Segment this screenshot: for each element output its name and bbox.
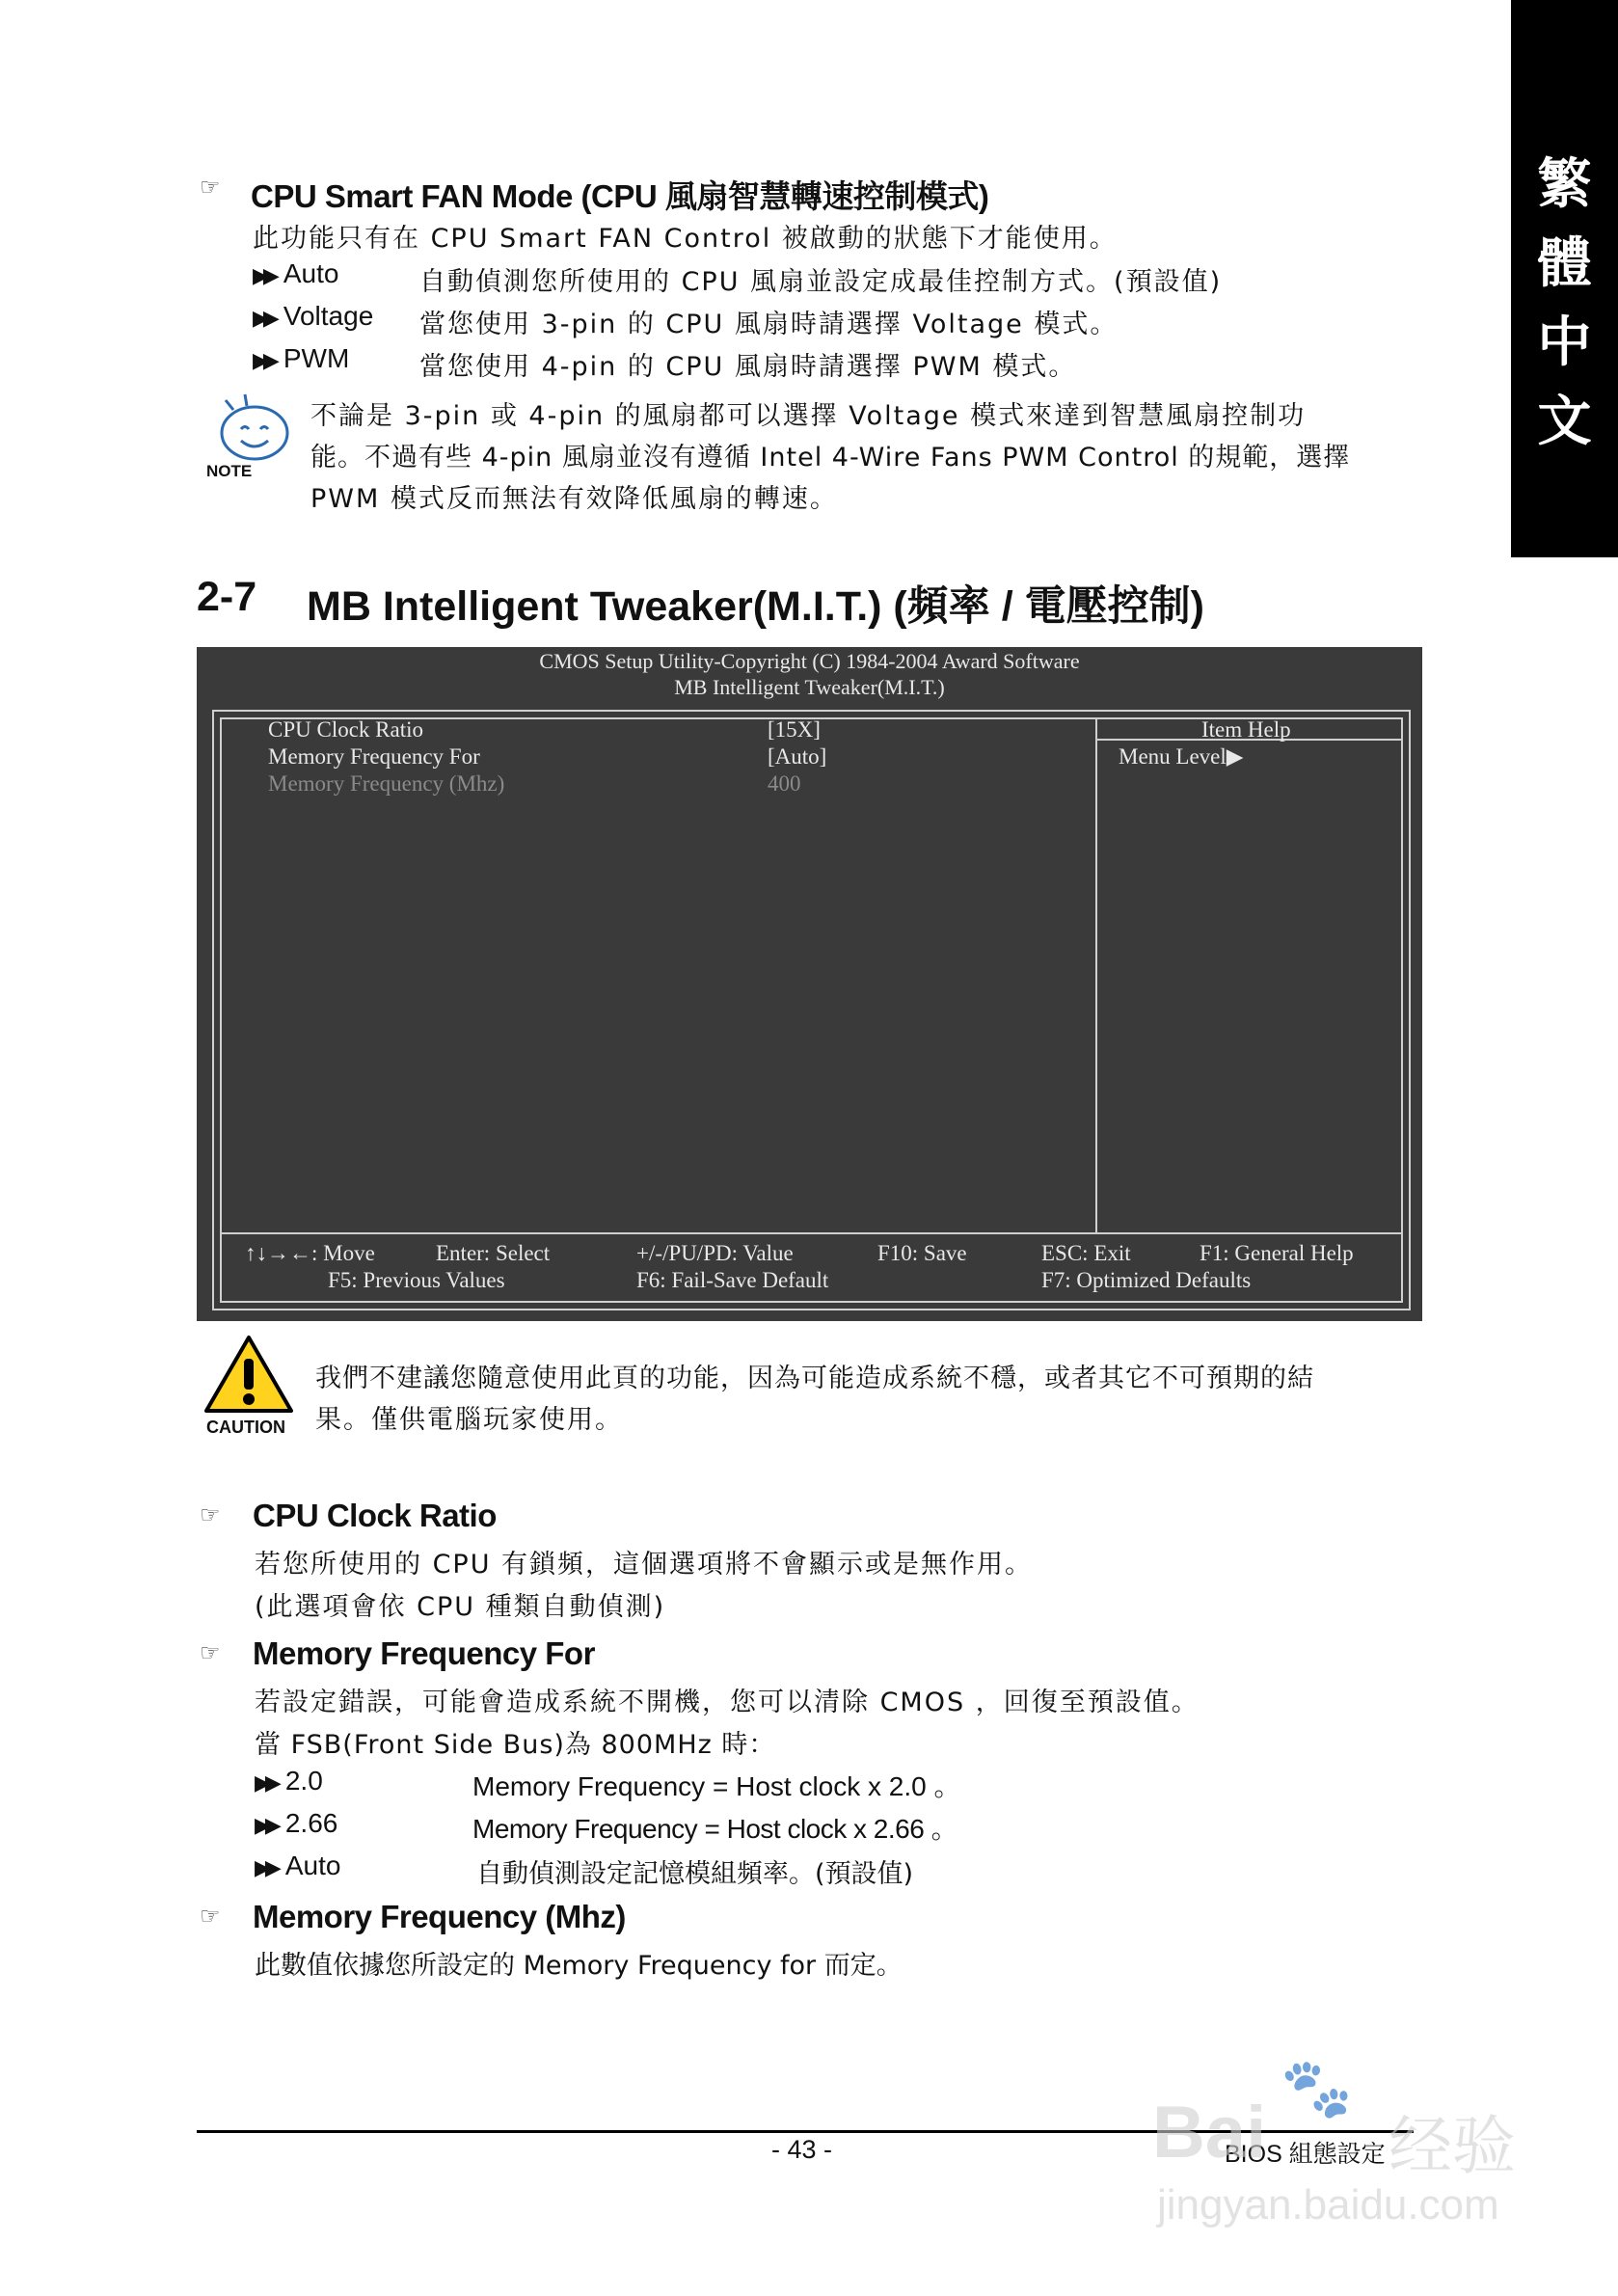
bios-subtitle: MB Intelligent Tweaker(M.I.T.) <box>674 675 945 699</box>
key-optimized: F7: Optimized Defaults <box>1041 1268 1252 1292</box>
pointing-hand-icon: ☞ <box>200 1639 221 1666</box>
mem-for-line: 若設定錯誤，可能會造成系統不開機，您可以清除 CMOS ，回復至預設值。 <box>255 1688 1200 1717</box>
bios-item-value[interactable]: [15X] <box>768 717 821 742</box>
mem-mhz-heading: Memory Frequency (Mhz) <box>253 1899 626 1934</box>
mem-for-heading: Memory Frequency For <box>253 1635 595 1671</box>
page-number: - 43 - <box>771 2135 833 2164</box>
mem-option-name: ▶▶ 2.66 <box>255 1808 338 1838</box>
mem-option-desc: 自動偵測設定記憶模組頻率。(預設值) <box>476 1859 914 1889</box>
section-title: MB Intelligent Tweaker(M.I.T.) (頻率 / 電壓控制) <box>307 583 1204 630</box>
key-move: ↑↓→←: Move <box>245 1241 375 1265</box>
paw-icon: 🐾 <box>1281 2056 1353 2120</box>
pointing-hand-icon: ☞ <box>200 174 221 201</box>
pointing-hand-icon: ☞ <box>200 1501 221 1528</box>
mem-option-name: ▶▶ 2.0 <box>255 1766 323 1796</box>
note-line: PWM 模式反而無法有效降低風扇的轉速。 <box>310 484 838 514</box>
cpu-clock-heading: CPU Clock Ratio <box>253 1498 497 1533</box>
bios-divider <box>222 1232 1401 1234</box>
fan-intro: 此功能只有在 CPU Smart FAN Control 被啟動的狀態下才能使用。 <box>253 224 1118 254</box>
mem-option-desc: Memory Frequency = Host clock x 2.66 。 <box>472 1814 958 1844</box>
side-tab-char: 文 <box>1537 390 1592 453</box>
mem-mhz-line: 此數值依據您所設定的 Memory Frequency for 而定。 <box>255 1951 903 1981</box>
fan-option-desc: 自動偵測您所使用的 CPU 風扇並設定成最佳控制方式。(預設值) <box>419 267 1223 297</box>
key-help: F1: General Help <box>1200 1241 1354 1265</box>
double-arrow-icon: ▶▶ <box>253 348 274 372</box>
watermark-brand: Bai <box>1152 2092 1267 2174</box>
mem-option-name: ▶▶ Auto <box>255 1850 341 1880</box>
key-save: F10: Save <box>877 1241 967 1265</box>
mem-option-desc: Memory Frequency = Host clock x 2.0 。 <box>472 1771 961 1801</box>
cpu-clock-line: (此選項會依 CPU 種類自動偵測) <box>255 1592 666 1622</box>
note-label: NOTE <box>206 462 253 480</box>
double-arrow-icon: ▶▶ <box>253 306 274 330</box>
bios-item-label[interactable]: CPU Clock Ratio <box>268 717 424 742</box>
double-arrow-icon: ▶▶ <box>255 1770 276 1795</box>
mem-for-line: 當 FSB(Front Side Bus)為 800MHz 時： <box>255 1730 776 1760</box>
pointing-hand-icon: ☞ <box>200 1903 221 1930</box>
bios-inner-frame <box>220 717 1403 1303</box>
fan-mode-heading: CPU Smart FAN Mode (CPU 風扇智慧轉速控制模式) <box>251 178 989 214</box>
bios-title: CMOS Setup Utility-Copyright (C) 1984-2004 Award Software <box>539 649 1080 673</box>
bios-item-label: Memory Frequency (Mhz) <box>268 771 505 796</box>
watermark-url: jingyan.baidu.com <box>1157 2181 1499 2228</box>
side-tab-char: 繁 <box>1537 152 1592 216</box>
bios-screen <box>197 647 1422 1321</box>
footer-chapter: BIOS 組態設定 <box>1225 2141 1386 2168</box>
bios-divider <box>1095 719 1097 1232</box>
bios-item-value: 400 <box>768 771 801 796</box>
side-tab-char: 中 <box>1537 311 1592 374</box>
bios-item-value[interactable]: [Auto] <box>768 744 827 769</box>
caution-label: CAUTION <box>206 1418 285 1437</box>
key-enter: Enter: Select <box>436 1241 551 1265</box>
watermark-brand-cn: 经验 <box>1389 2110 1516 2181</box>
key-failsafe: F6: Fail-Save Default <box>636 1268 829 1292</box>
double-arrow-icon: ▶▶ <box>255 1855 276 1879</box>
caution-line: 我們不建議您隨意使用此頁的功能，因為可能造成系統不穩，或者其它不可預期的結 <box>315 1364 1314 1393</box>
key-value: +/-/PU/PD: Value <box>636 1241 794 1265</box>
language-side-tab <box>1511 0 1618 557</box>
fan-option-desc: 當您使用 4-pin 的 CPU 風扇時請選擇 PWM 模式。 <box>419 352 1077 382</box>
caution-icon <box>202 1334 295 1415</box>
cpu-clock-line: 若您所使用的 CPU 有鎖頻，這個選項將不會顯示或是無作用。 <box>255 1550 1034 1580</box>
fan-option-desc: 當您使用 3-pin 的 CPU 風扇時請選擇 Voltage 模式。 <box>419 310 1119 339</box>
caution-line: 果。僅供電腦玩家使用。 <box>315 1405 623 1435</box>
fan-option-name: ▶▶ Auto <box>253 258 339 288</box>
key-prev: F5: Previous Values <box>328 1268 505 1292</box>
item-help-text: Menu Level▶ <box>1119 744 1244 769</box>
double-arrow-icon: ▶▶ <box>255 1813 276 1837</box>
key-exit: ESC: Exit <box>1041 1241 1131 1265</box>
item-help-title: Item Help <box>1201 717 1291 742</box>
fan-option-name: ▶▶ PWM <box>253 343 350 373</box>
note-line: 不論是 3-pin 或 4-pin 的風扇都可以選擇 Voltage 模式來達到智慧風扇控制功 <box>310 401 1307 431</box>
section-number: 2-7 <box>197 574 257 620</box>
fan-option-name: ▶▶ Voltage <box>253 301 374 331</box>
bios-outer-frame <box>212 710 1411 1310</box>
double-arrow-icon: ▶▶ <box>253 263 274 287</box>
bios-item-label[interactable]: Memory Frequency For <box>268 744 480 769</box>
note-line: 能。不過有些 4-pin 風扇並沒有遵循 Intel 4-Wire Fans PWM Control 的規範，選擇 <box>310 443 1351 473</box>
side-tab-char: 體 <box>1537 231 1592 295</box>
